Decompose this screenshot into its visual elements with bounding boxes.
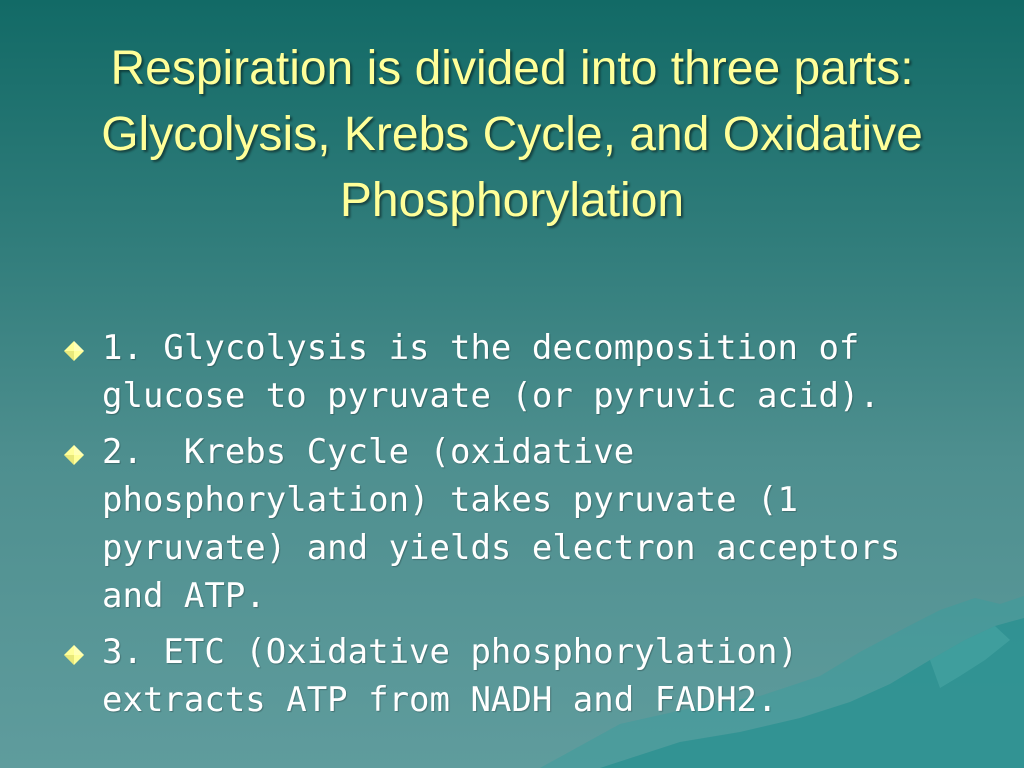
diamond-bullet-icon [62, 643, 86, 667]
bullet-list [62, 324, 942, 732]
slide-title: Respiration is divided into three parts: Glycolysis, Krebs Cycle, and Oxidative Phosphorylation [101, 42, 923, 227]
diamond-bullet-icon [62, 339, 86, 363]
list-item [62, 324, 942, 420]
bullet-text: 2. Krebs Cycle (oxidative phosphorylation) takes pyruvate (1 pyruvate) and yields electron acceptors and ATP. [102, 432, 921, 616]
diamond-bullet-icon [62, 443, 86, 467]
list-item [62, 628, 942, 724]
bullet-text: 3. ETC (Oxidative phosphorylation) extracts ATP from NADH and FADH2. [102, 632, 819, 720]
list-item [62, 428, 942, 620]
bullet-text: 1. Glycolysis is the decomposition of glucose to pyruvate (or pyruvic acid). [102, 328, 880, 416]
